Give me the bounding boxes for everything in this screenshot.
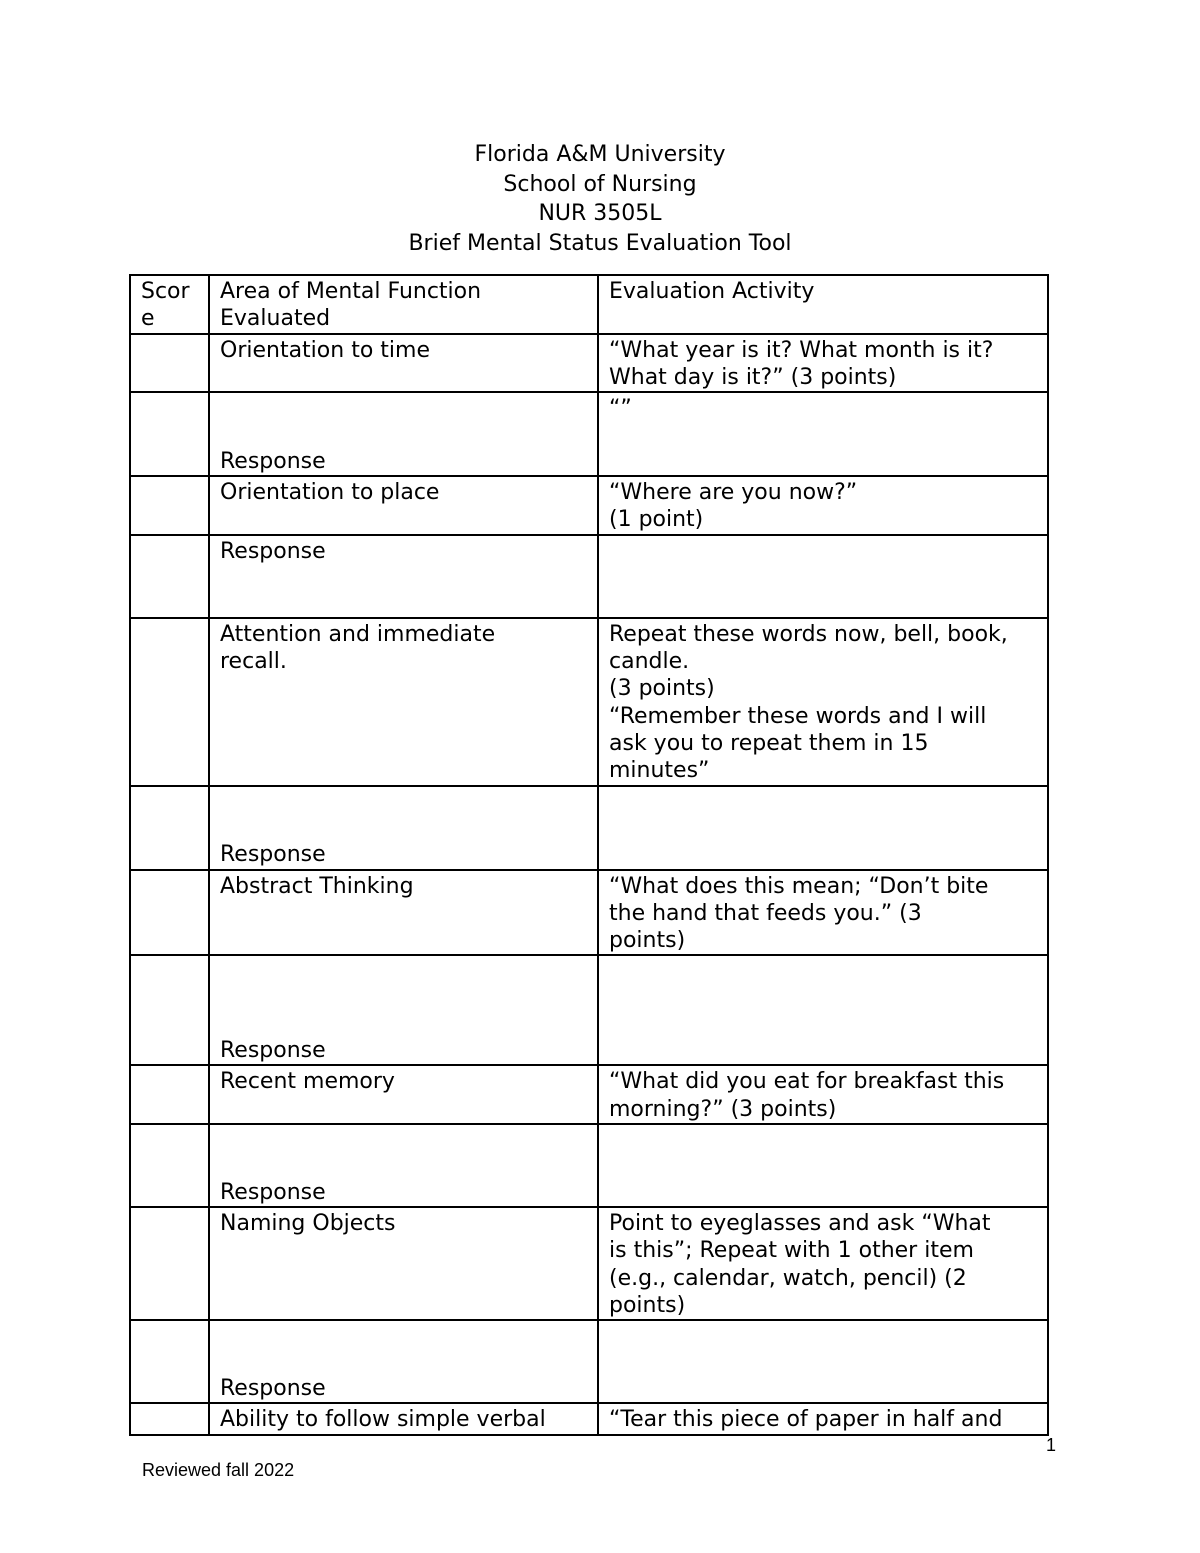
table-row	[130, 392, 1048, 476]
response-cell[interactable]: Response	[209, 786, 598, 870]
area-cell: Naming Objects	[209, 1207, 598, 1320]
response-cell[interactable]: Response	[209, 1320, 598, 1403]
area-header: Area of Mental Function Evaluated	[209, 275, 598, 334]
table-row	[130, 870, 1048, 956]
table-row	[130, 1403, 1048, 1434]
document-header	[0, 140, 1200, 258]
score-cell[interactable]	[130, 392, 209, 476]
activity-cell: “”	[598, 392, 1048, 476]
activity-cell: Point to eyeglasses and ask “What is this”; Repeat with 1 other item (e.g., calendar, watch, pencil) (2 points)	[598, 1207, 1048, 1320]
response-cell[interactable]: Response	[209, 955, 598, 1065]
score-header: Scor e	[130, 275, 209, 334]
table-row	[130, 476, 1048, 535]
score-cell[interactable]	[130, 1320, 209, 1403]
activity-cell	[598, 786, 1048, 870]
table-row	[130, 1320, 1048, 1403]
document-title: Brief Mental Status Evaluation Tool	[408, 230, 792, 256]
evaluation-table	[129, 274, 1049, 1436]
table-row	[130, 955, 1048, 1065]
table-header-row	[130, 275, 1048, 334]
score-cell[interactable]	[130, 1124, 209, 1207]
activity-cell	[598, 535, 1048, 618]
score-cell[interactable]	[130, 1207, 209, 1320]
table-row	[130, 1124, 1048, 1207]
score-cell[interactable]	[130, 334, 209, 393]
score-cell[interactable]	[130, 786, 209, 870]
response-cell[interactable]: Response	[209, 392, 598, 476]
activity-cell: “What does this mean; “Don’t bite the hand that feeds you.” (3 points)	[598, 870, 1048, 956]
score-cell[interactable]	[130, 476, 209, 535]
activity-cell: “What year is it? What month is it? What day is it?” (3 points)	[598, 334, 1048, 393]
reviewed-note: Reviewed fall 2022	[142, 1460, 295, 1480]
response-cell[interactable]: Response	[209, 1124, 598, 1207]
school-name: School of Nursing	[503, 171, 697, 197]
score-cell[interactable]	[130, 1065, 209, 1124]
score-cell[interactable]	[130, 955, 209, 1065]
area-cell: Attention and immediate recall.	[209, 618, 598, 786]
page-number: 1	[1046, 1435, 1057, 1455]
activity-cell: “Tear this piece of paper in half and	[598, 1403, 1048, 1434]
activity-cell	[598, 1124, 1048, 1207]
area-cell: Orientation to time	[209, 334, 598, 393]
table-row	[130, 334, 1048, 393]
table-row	[130, 618, 1048, 786]
university-name: Florida A&M University	[474, 142, 726, 167]
activity-cell: Repeat these words now, bell, book, candle. (3 points) “Remember these words and I will ask you to repeat them in 15 minutes”	[598, 618, 1048, 786]
area-cell: Orientation to place	[209, 476, 598, 535]
response-cell[interactable]: Response	[209, 535, 598, 618]
table-row	[130, 535, 1048, 618]
area-cell: Recent memory	[209, 1065, 598, 1124]
activity-cell	[598, 1320, 1048, 1403]
table-row	[130, 786, 1048, 870]
activity-cell: “Where are you now?” (1 point)	[598, 476, 1048, 535]
area-cell: Abstract Thinking	[209, 870, 598, 956]
score-cell[interactable]	[130, 535, 209, 618]
table-row	[130, 1207, 1048, 1320]
area-cell: Ability to follow simple verbal	[209, 1403, 598, 1434]
score-cell[interactable]	[130, 618, 209, 786]
course-code: NUR 3505L	[538, 201, 662, 226]
score-cell[interactable]	[130, 870, 209, 956]
table-row	[130, 1065, 1048, 1124]
activity-cell: “What did you eat for breakfast this morning?” (3 points)	[598, 1065, 1048, 1124]
score-cell[interactable]	[130, 1403, 209, 1434]
activity-cell	[598, 955, 1048, 1065]
activity-header: Evaluation Activity	[598, 275, 1048, 334]
